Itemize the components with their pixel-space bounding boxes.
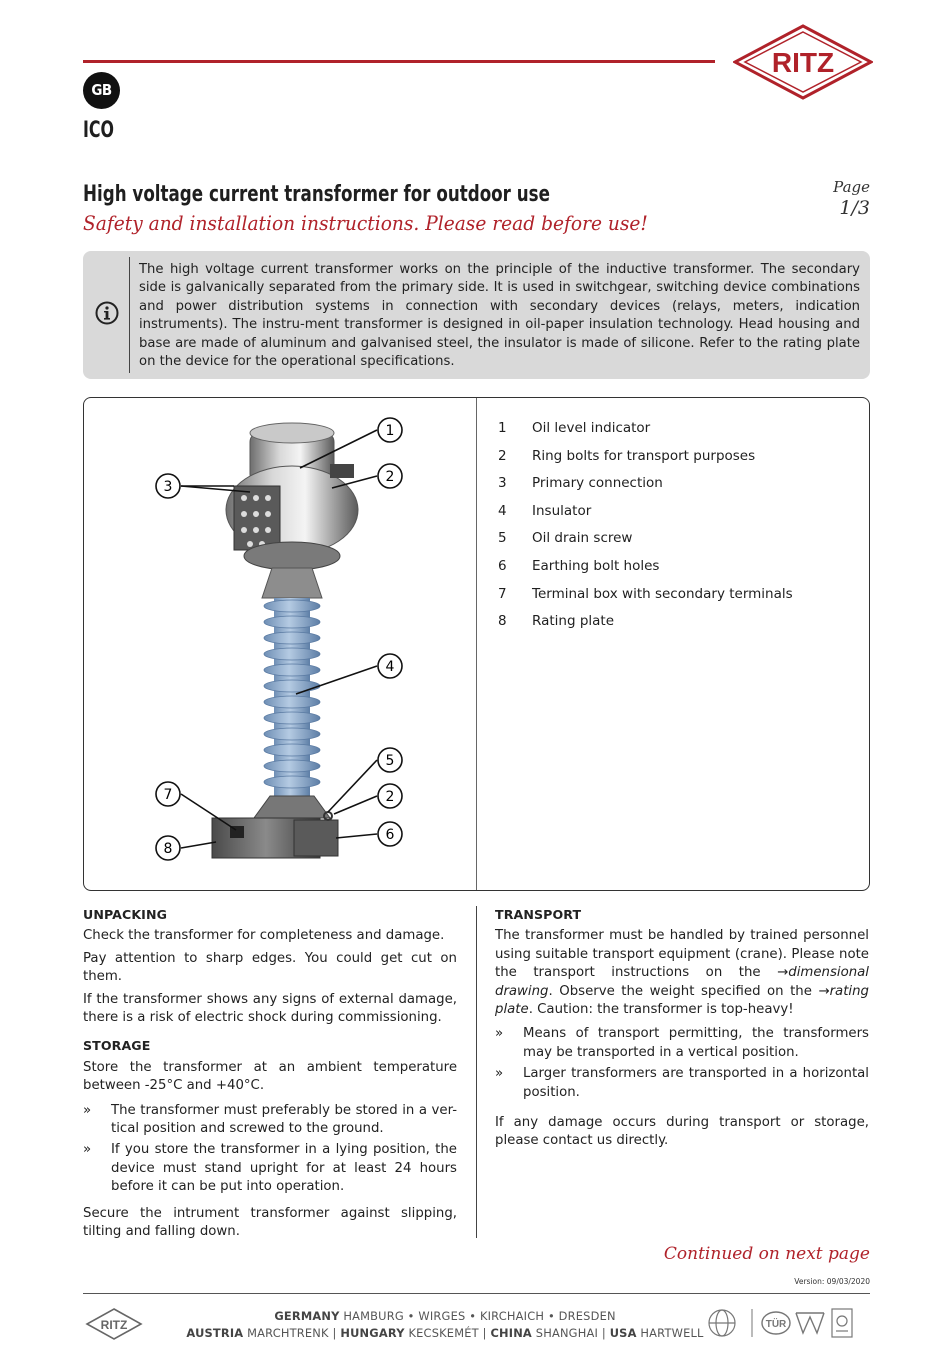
callout-2-top — [378, 464, 402, 488]
callout-5 — [378, 748, 402, 772]
svg-text:4: 4 — [385, 659, 395, 675]
footer-rule — [83, 1293, 870, 1294]
callout-7 — [156, 782, 180, 806]
arrow-icon: → — [777, 965, 789, 981]
callout-3 — [156, 474, 180, 498]
legend-item: 7 Terminal box with secondary terminals — [498, 585, 793, 602]
legend-item: 2 Ring bolts for transport purposes — [498, 447, 756, 464]
callout-6 — [378, 822, 402, 846]
transport-bullets — [495, 1025, 869, 1102]
unpacking-text-1: Check the transformer for completeness and damage. — [83, 928, 445, 944]
footer-locations — [150, 1308, 740, 1342]
dimensional-drawing-reference: dimensional drawing — [495, 965, 869, 999]
transport-text-1: The transformer must be handled by trained personnel using suitable transport equipment (crane). Please note the transport instructions on the →dimensional drawing. Observe the weight specified on the →rating plate. Caution: the transformer is top-heavy! — [495, 928, 869, 1018]
legend-list — [498, 420, 793, 641]
list-item: » Larger transformers are transported in a horizontal position. — [495, 1066, 869, 1100]
transformer-illustration — [84, 398, 476, 890]
certificate-icon — [832, 1309, 852, 1337]
svg-text:2: 2 — [385, 469, 395, 485]
callout-2-bottom — [378, 784, 402, 808]
legend-item: 5 Oil drain screw — [498, 530, 633, 547]
storage-text-2: Secure the intrument transformer against slipping, tilting and falling down. — [83, 1205, 457, 1240]
transport-text-2: If any damage occurs during transport or storage, please contact us directly. — [495, 1115, 869, 1149]
tuv-icon — [762, 1312, 790, 1334]
product-code: ICO — [83, 118, 114, 143]
callout-4 — [378, 654, 402, 678]
svg-text:8: 8 — [163, 841, 173, 857]
continued-note: Continued on next page — [663, 1244, 870, 1264]
list-item: » Means of transport permitting, the transformers may be transported in a vertical position. — [495, 1026, 869, 1060]
transport-heading: TRANSPORT — [495, 907, 582, 922]
language-badge: GB — [83, 72, 120, 109]
unpacking-text-3: If the transformer shows any signs of external damage, there is a risk of electric shock during commissioning. — [83, 991, 457, 1026]
rating-plate-reference: rating plate — [495, 983, 869, 1018]
header-rule — [83, 60, 715, 63]
footer-line-1: GERMANY HAMBURG • WIRGES • KIRCHAICH • DRESDEN — [274, 1309, 616, 1323]
insulator-sheds — [264, 598, 320, 798]
certification-marks — [700, 1303, 870, 1343]
page-number: 1/3 — [839, 197, 870, 219]
legend-item: 8 Rating plate — [498, 613, 615, 630]
svg-text:5: 5 — [385, 753, 395, 769]
list-item: » The transformer must preferably be stored in a ver-tical position and screwed to the ground. — [83, 1102, 457, 1137]
storage-heading: STORAGE — [83, 1038, 151, 1054]
figure-separator — [476, 398, 477, 890]
storage-bullets — [83, 1102, 457, 1197]
storage-text-1: Store the transformer at an ambient temperature between -25°C and +40°C. — [83, 1059, 457, 1094]
svg-text:7: 7 — [163, 787, 173, 803]
unpacking-heading: UNPACKING — [83, 907, 168, 922]
svg-text:3: 3 — [163, 479, 173, 495]
iso-globe-icon — [709, 1310, 735, 1336]
info-icon — [95, 301, 119, 325]
list-item: » If you store the transformer in a lying position, the device must stand upright for at least 24 hours before it can be put into operation. — [83, 1142, 457, 1195]
page-title: High voltage current transformer for outdoor use — [83, 182, 550, 207]
svg-text:TÜR: TÜR — [765, 1319, 787, 1330]
legend-item: 3 Primary connection — [498, 475, 663, 492]
footer-line-2: AUSTRIA MARCHTRENK | HUNGARY KECSKEMÉT | CHINA SHANGHAI | USA HARTWELL — [186, 1326, 704, 1340]
legend-item: 1 Oil level indicator — [498, 420, 651, 436]
svg-text:RITZ: RITZ — [100, 1318, 128, 1332]
svg-text:6: 6 — [385, 827, 395, 843]
legend-item: 4 Insulator — [498, 502, 592, 519]
ritz-logo — [733, 24, 873, 100]
column-separator — [476, 906, 477, 1238]
callout-1 — [378, 418, 402, 442]
figure-panel — [83, 397, 870, 891]
left-column — [83, 906, 457, 1246]
svg-text:2: 2 — [385, 789, 395, 805]
info-text: The high voltage current transformer works on the principle of the inductive transformer. The secondary side is galvanically separated from the primary side. It is used in switchgear, switching device combinations and power distribution systems in connection with secondary devices (relays, meters, indication instruments). The instru-ment transformer is designed in oil-paper insulation technology. Head housing and base are made of aluminum and galvanised steel, the insulator is made of silicone. Refer to the rating plate on the device for the operational specifications. — [139, 262, 860, 370]
version-label: Version: 09/03/2020 — [794, 1277, 870, 1286]
ritz-footer-logo — [85, 1307, 143, 1341]
arrow-icon: → — [818, 983, 830, 999]
info-separator — [129, 257, 130, 373]
callout-8 — [156, 836, 180, 860]
wiw-icon — [796, 1313, 824, 1333]
brand-text: RITZ — [771, 47, 835, 78]
unpacking-text-2: Pay attention to sharp edges. You could get cut on them. — [83, 950, 457, 985]
page-label: Page — [833, 178, 870, 196]
svg-text:1: 1 — [385, 423, 395, 439]
info-box — [83, 251, 870, 379]
page-subtitle: Safety and installation instructions. Please read before use! — [83, 211, 648, 235]
right-column — [495, 906, 869, 1155]
legend-item: 6 Earthing bolt holes — [498, 557, 660, 574]
